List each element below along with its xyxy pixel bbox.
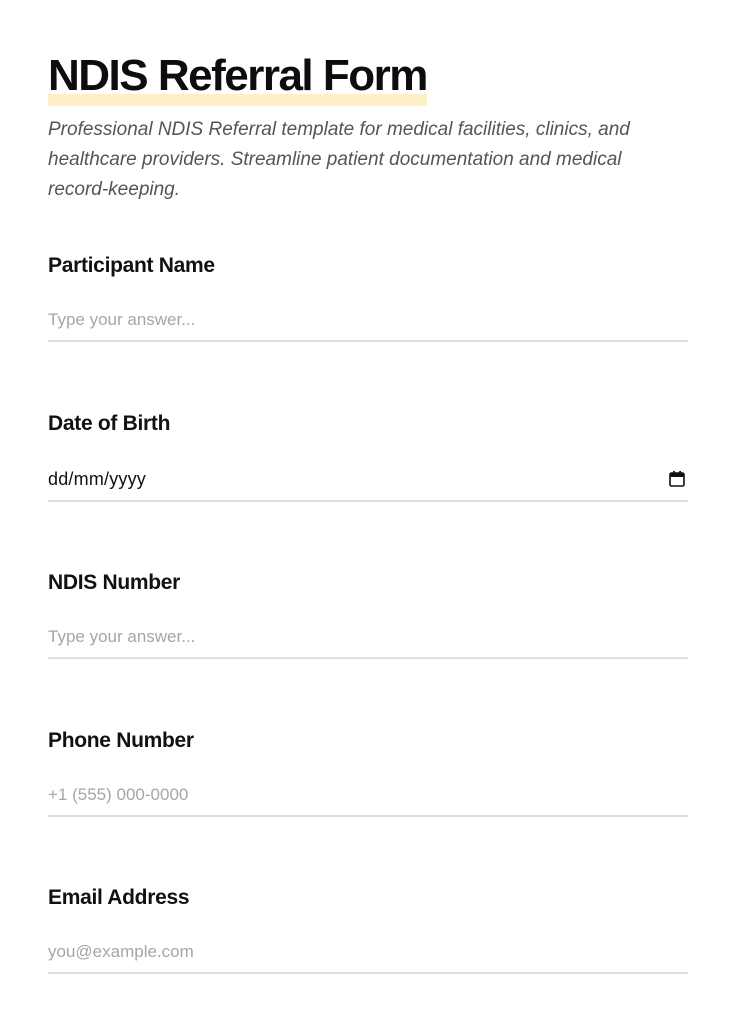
- ndis-number-field: [48, 569, 688, 646]
- form-description: Professional NDIS Referral template for medical facilities, clinics, and healthcare providers. Streamline patient documentation and medical record-keeping.: [48, 119, 630, 200]
- email-address-label: Email Address: [48, 886, 190, 909]
- email-address-input[interactable]: [48, 932, 688, 974]
- ndis-number-input[interactable]: [48, 617, 688, 659]
- date-of-birth-field: [48, 410, 688, 489]
- email-address-placeholder: you@example.com: [48, 942, 194, 961]
- date-of-birth-input[interactable]: [48, 458, 688, 502]
- phone-number-placeholder: +1 (555) 000-0000: [48, 785, 189, 804]
- form-title-wrapper: [48, 50, 427, 106]
- phone-number-input[interactable]: [48, 775, 688, 817]
- date-of-birth-placeholder: dd/mm/yyyy: [48, 468, 147, 489]
- ndis-number-label: NDIS Number: [48, 571, 181, 594]
- participant-name-label: Participant Name: [48, 254, 215, 277]
- ndis-number-placeholder: Type your answer...: [48, 627, 196, 646]
- participant-name-placeholder: Type your answer...: [48, 310, 196, 329]
- calendar-icon[interactable]: [668, 470, 686, 488]
- email-address-field: [48, 884, 688, 961]
- participant-name-field: [48, 252, 688, 329]
- phone-number-field: [48, 727, 688, 804]
- phone-number-label: Phone Number: [48, 729, 194, 752]
- participant-name-input[interactable]: [48, 300, 688, 342]
- date-of-birth-label: Date of Birth: [48, 412, 171, 435]
- form-title: NDIS Referral Form: [48, 51, 427, 100]
